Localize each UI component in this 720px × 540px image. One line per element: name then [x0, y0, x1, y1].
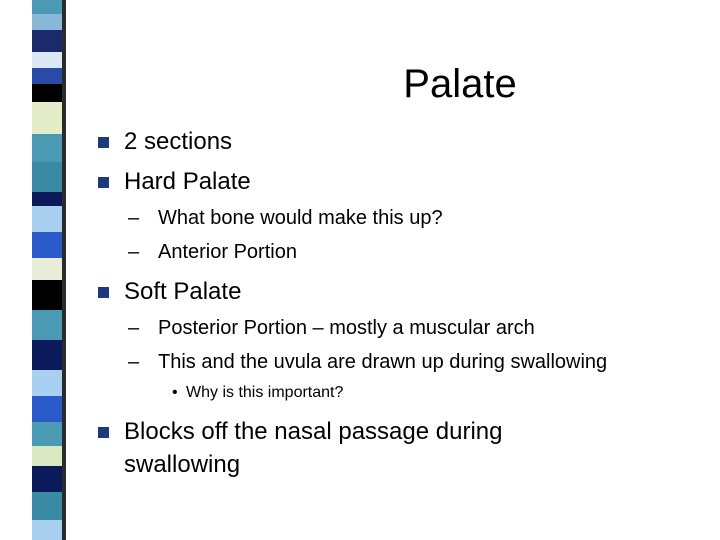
- bullet-item: Hard Palate: [124, 168, 251, 195]
- stripe: [32, 84, 62, 102]
- stripe: [32, 492, 62, 520]
- slide-title: Palate: [403, 62, 517, 106]
- dash-marker: –: [128, 241, 140, 263]
- dash-marker: –: [128, 351, 140, 373]
- stripe: [32, 134, 62, 162]
- stripe: [32, 30, 62, 52]
- stripe: [32, 520, 62, 540]
- stripe: [32, 280, 62, 310]
- bullet-item: Blocks off the nasal passage during: [124, 418, 503, 445]
- stripe: [32, 232, 62, 258]
- dash-marker: –: [128, 207, 140, 229]
- stripe-shadow: [62, 0, 66, 540]
- stripe: [32, 14, 62, 30]
- stripe: [32, 446, 62, 466]
- square-bullet-icon: [98, 427, 109, 438]
- sub-bullet-item: Anterior Portion: [158, 241, 297, 263]
- dash-marker: –: [128, 317, 140, 339]
- stripe: [32, 258, 62, 280]
- dot-marker: •: [172, 384, 178, 401]
- stripe: [32, 310, 62, 340]
- square-bullet-icon: [98, 287, 109, 298]
- sub-bullet-item: This and the uvula are drawn up during swallowing: [158, 351, 608, 373]
- stripe: [32, 396, 62, 422]
- stripe: [32, 52, 62, 68]
- stripe: [32, 370, 62, 396]
- stripe: [32, 0, 62, 14]
- bullet-item: 2 sections: [124, 128, 233, 155]
- stripe: [32, 68, 62, 84]
- square-bullet-icon: [98, 177, 109, 188]
- square-bullet-icon: [98, 137, 109, 148]
- decorative-stripe-bar: [30, 0, 66, 540]
- stripe: [32, 422, 62, 446]
- stripe: [32, 466, 62, 492]
- bullet-item-continuation: swallowing: [124, 451, 241, 478]
- sub-bullet-item: Posterior Portion – mostly a muscular arch: [158, 317, 535, 339]
- stripe: [32, 102, 62, 134]
- sub-sub-bullet-item: Why is this important?: [186, 384, 344, 401]
- stripe: [32, 340, 62, 370]
- sub-bullet-item: What bone would make this up?: [158, 207, 443, 229]
- bullet-item: Soft Palate: [124, 278, 242, 305]
- stripe: [32, 206, 62, 232]
- stripe: [32, 192, 62, 206]
- stripe: [32, 162, 62, 192]
